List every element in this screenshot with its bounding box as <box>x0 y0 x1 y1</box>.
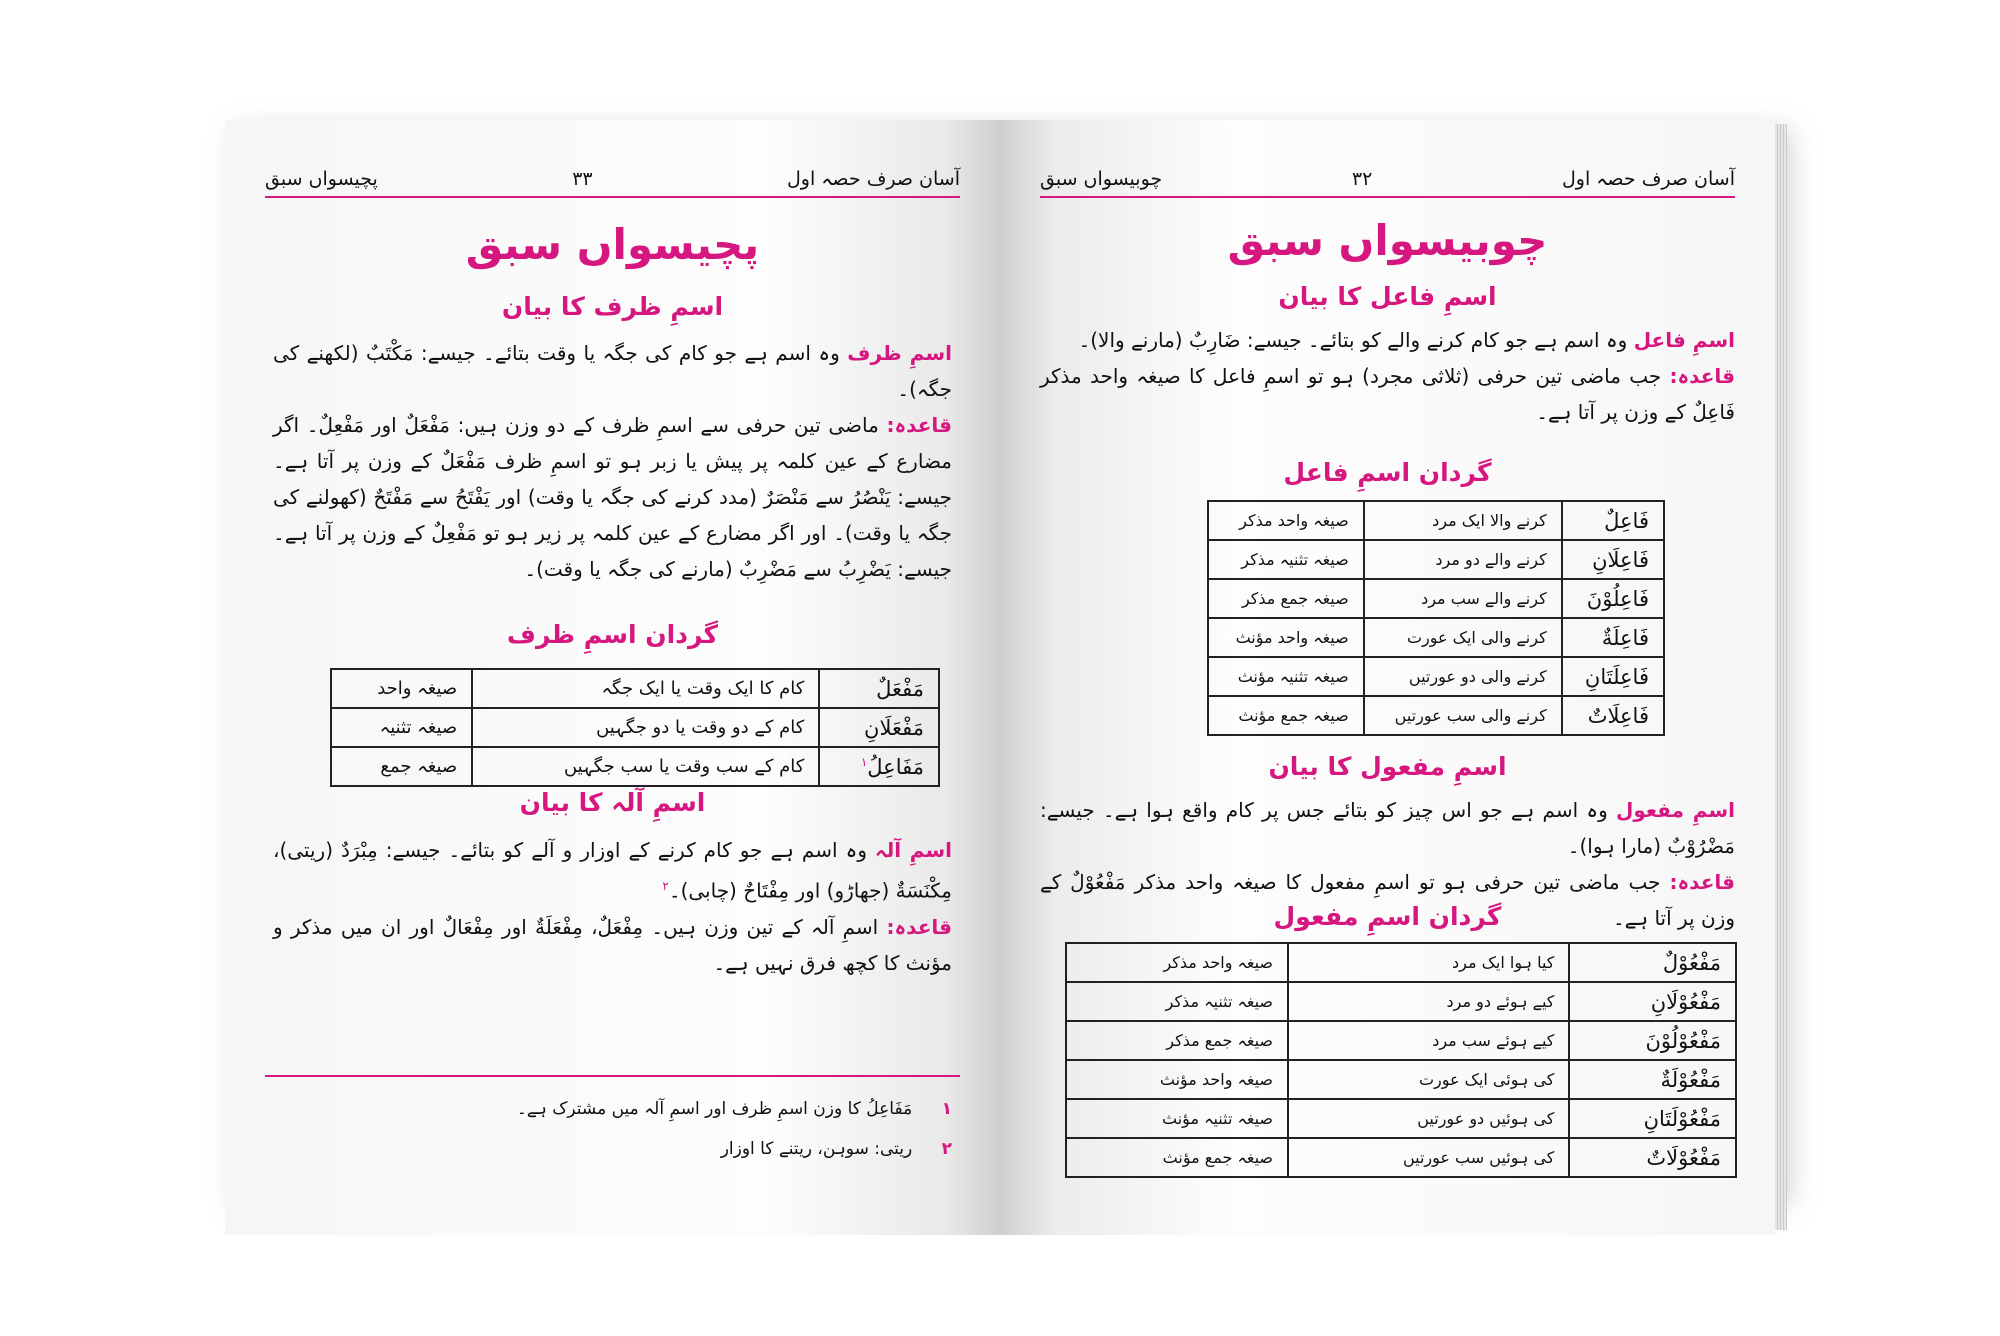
section-title: اسمِ ظرف کا بیان <box>501 292 724 321</box>
table-cell: مَفْعُوْلَاتٌ <box>1569 1138 1736 1177</box>
term: اسمِ مفعول <box>1616 798 1735 822</box>
table-row <box>1208 579 1664 618</box>
table-row <box>1066 943 1736 982</box>
table-cell: کیے ہوئے سب مرد <box>1288 1021 1569 1060</box>
table-cell: کرنے والی سب عورتیں <box>1364 696 1562 735</box>
table-row <box>1066 1138 1736 1177</box>
footnote-divider <box>265 1075 960 1077</box>
table-cell: کی ہوئیں دو عورتیں <box>1288 1099 1569 1138</box>
rule-text: جب ماضی تین حرفی (ثلاثی مجرد) ہو تو اسمِ فاعل کا صیغہ واحد مذکر فَاعِلٌ کے وزن پر آتا ہے۔ <box>1040 364 1735 424</box>
table-cell: مَفْعُوْلَةٌ <box>1569 1060 1736 1099</box>
term: اسمِ فاعل <box>1633 328 1735 352</box>
footnote-mark: ۲ <box>941 1139 952 1159</box>
table-cell: صیغہ واحد مذکر <box>1208 501 1364 540</box>
table-cell: صیغہ واحد مؤنث <box>1066 1060 1288 1099</box>
running-title: چوبیسواں سبق <box>1040 168 1163 190</box>
table-title: گردان اسمِ فاعل <box>1283 458 1492 487</box>
section-title: اسمِ فاعل کا بیان <box>1278 282 1497 311</box>
conjugation-table <box>1207 500 1665 736</box>
table-cell: صیغہ جمع <box>331 747 472 786</box>
table-cell: صیغہ تثنیہ مذکر <box>1066 982 1288 1021</box>
running-head <box>1040 150 1735 198</box>
table-cell: مَفْعُوْلَتَانِ <box>1569 1099 1736 1138</box>
table-cell: فَاعِلَاتٌ <box>1562 696 1664 735</box>
paragraph <box>273 335 952 587</box>
table-cell: کرنے والے سب مرد <box>1364 579 1562 618</box>
rule-text: جب ماضی تین حرفی ہو تو اسمِ مفعول کا صیغہ واحد مذکر مَفْعُوْلٌ کے وزن پر آتا ہے۔ <box>1040 870 1735 930</box>
table-cell: کام کا ایک وقت یا ایک جگہ <box>472 669 819 708</box>
table-cell: صیغہ واحد <box>331 669 472 708</box>
table-row <box>331 747 939 786</box>
table-cell: کرنے والی ایک عورت <box>1364 618 1562 657</box>
table-cell: کیے ہوئے دو مرد <box>1288 982 1569 1021</box>
table-row <box>1208 501 1664 540</box>
paragraph <box>273 832 952 981</box>
lesson-title: پچیسواں سبق <box>465 220 760 269</box>
table-cell: کام کے دو وقت یا دو جگہیں <box>472 708 819 747</box>
footnote-marker: ۲ <box>662 879 669 893</box>
rule-label: قاعدہ: <box>886 914 953 939</box>
table-cell: کرنے والا ایک مرد <box>1364 501 1562 540</box>
table-cell: کام کے سب وقت یا سب جگہیں <box>472 747 819 786</box>
table-row <box>1208 696 1664 735</box>
page-number: ۳۳ <box>572 168 593 190</box>
rule-label: قاعدہ: <box>886 413 953 437</box>
table-cell: صیغہ جمع مؤنث <box>1208 696 1364 735</box>
table-cell: صیغہ جمع مؤنث <box>1066 1138 1288 1177</box>
rule-text: ماضی تین حرفی سے اسمِ ظرف کے دو وزن ہیں: مَفْعَلٌ اور مَفْعِلٌ۔ اگر مضارع کے عین کلمہ پر پیش یا زبر ہو تو اسمِ ظرف مَفْعَلٌ کے وزن پر آتا ہے۔ جیسے: یَنْصُرُ سے مَنْصَرٌ (مدد کرنے کی جگہ یا وقت) اور یَفْتَحُ سے مَفْتَحٌ (کھولنے کی جگہ یا وقت)۔ اور اگر مضارع کے عین کلمہ پر زیر ہو تو مَفْعِلٌ کے وزن پر آتا ہے۔ جیسے: یَضْرِبُ سے مَضْرِبٌ (مارنے کی جگہ یا وقت)۔ <box>273 413 952 581</box>
rule-text: اسمِ آلہ کے تین وزن ہیں۔ مِفْعَلٌ، مِفْعَلَةٌ اور مِفْعَالٌ اور ان میں مذکر و مؤنث کا کچھ فرق نہیں ہے۔ <box>273 914 952 975</box>
table-cell: صیغہ جمع مذکر <box>1208 579 1364 618</box>
table-cell: کیا ہوا ایک مرد <box>1288 943 1569 982</box>
table-cell: صیغہ تثنیہ <box>331 708 472 747</box>
table-row <box>1208 657 1664 696</box>
rule-label: قاعدہ: <box>1669 364 1735 388</box>
page-number: ۳۲ <box>1351 168 1373 190</box>
footnote-mark: ۱ <box>941 1099 952 1119</box>
section-title: اسمِ آلہ کا بیان <box>519 788 706 817</box>
definition-text: وہ اسم ہے جو اس چیز کو بتائے جس پر کام واقع ہوا ہے۔ جیسے: مَضْرُوْبٌ (مارا ہوا)۔ <box>1040 798 1735 858</box>
table-cell <box>819 747 939 786</box>
table-row <box>331 708 939 747</box>
term: اسمِ ظرف <box>847 341 952 365</box>
definition-text: وہ اسم ہے جو کام کرنے والے کو بتائے۔ جیسے: ضَارِبٌ (مارنے والا)۔ <box>1078 328 1628 352</box>
table-cell: کی ہوئیں سب عورتیں <box>1288 1138 1569 1177</box>
book-title: آسان صرف حصہ اول <box>1562 168 1735 190</box>
running-head <box>265 150 960 198</box>
conjugation-table <box>330 668 940 787</box>
right-page <box>1000 120 1775 1235</box>
table-row <box>1066 1099 1736 1138</box>
footnote-text: ریتی: سوہن، ریتنے کا اوزار <box>720 1139 913 1159</box>
running-title: پچیسواں سبق <box>265 168 378 190</box>
table-cell: صیغہ تثنیہ مؤنث <box>1208 657 1364 696</box>
table-row <box>1208 540 1664 579</box>
table-cell: فَاعِلٌ <box>1562 501 1664 540</box>
book-title: آسان صرف حصہ اول <box>787 168 960 190</box>
table-cell: صیغہ واحد مؤنث <box>1208 618 1364 657</box>
table-cell: صیغہ تثنیہ مؤنث <box>1066 1099 1288 1138</box>
footnote-marker: ۱ <box>860 754 868 769</box>
footnote <box>285 1098 952 1119</box>
table-title: گردان اسمِ ظرف <box>506 620 719 649</box>
table-cell: فَاعِلَانِ <box>1562 540 1664 579</box>
left-page <box>225 120 1000 1235</box>
table-row <box>1208 618 1664 657</box>
term: اسمِ آلہ <box>875 838 952 862</box>
table-cell: کرنے والے دو مرد <box>1364 540 1562 579</box>
table-cell: مَفْعُوْلُوْنَ <box>1569 1021 1736 1060</box>
table-cell: فَاعِلُوْنَ <box>1562 579 1664 618</box>
word: مَفَاعِلُ <box>867 754 924 779</box>
lesson-title: چوبیسواں سبق <box>1227 216 1548 265</box>
rule-label: قاعدہ: <box>1669 870 1736 894</box>
definition-text: وہ اسم ہے جو کام کرنے کے اوزار و آلے کو بتائے۔ جیسے: مِبْرَدٌ (ریتی)، مِکْنَسَةٌ (جھاڑو) اور مِفْتَاحٌ (چابی)۔ <box>273 838 952 903</box>
table-cell: صیغہ جمع مذکر <box>1066 1021 1288 1060</box>
table-row <box>1066 982 1736 1021</box>
table-cell: مَفْعُوْلَانِ <box>1569 982 1736 1021</box>
paragraph <box>1040 322 1735 430</box>
table-cell: کی ہوئی ایک عورت <box>1288 1060 1569 1099</box>
footnote-text: مَفَاعِلُ کا وزن اسمِ ظرف اور اسمِ آلہ میں مشترک ہے۔ <box>516 1099 913 1119</box>
table-title: گردان اسمِ مفعول <box>1273 902 1502 931</box>
table-cell: مَفْعَلَانِ <box>819 708 939 747</box>
table-cell: صیغہ واحد مذکر <box>1066 943 1288 982</box>
table-row <box>1066 1021 1736 1060</box>
page-edge-stack <box>1775 124 1787 1230</box>
table-row <box>1066 1060 1736 1099</box>
table-cell: مَفْعَلٌ <box>819 669 939 708</box>
footnote <box>285 1138 952 1159</box>
table-cell: صیغہ تثنیہ مذکر <box>1208 540 1364 579</box>
definition-text: وہ اسم ہے جو کام کی جگہ یا وقت بتائے۔ جیسے: مَکْتَبٌ (لکھنے کی جگہ)۔ <box>273 341 952 401</box>
section-title: اسمِ مفعول کا بیان <box>1268 752 1507 781</box>
table-row <box>331 669 939 708</box>
table-cell: فَاعِلَةٌ <box>1562 618 1664 657</box>
table-cell: مَفْعُوْلٌ <box>1569 943 1736 982</box>
table-cell: فَاعِلَتَانِ <box>1562 657 1664 696</box>
table-cell: کرنے والی دو عورتیں <box>1364 657 1562 696</box>
conjugation-table <box>1065 942 1737 1178</box>
